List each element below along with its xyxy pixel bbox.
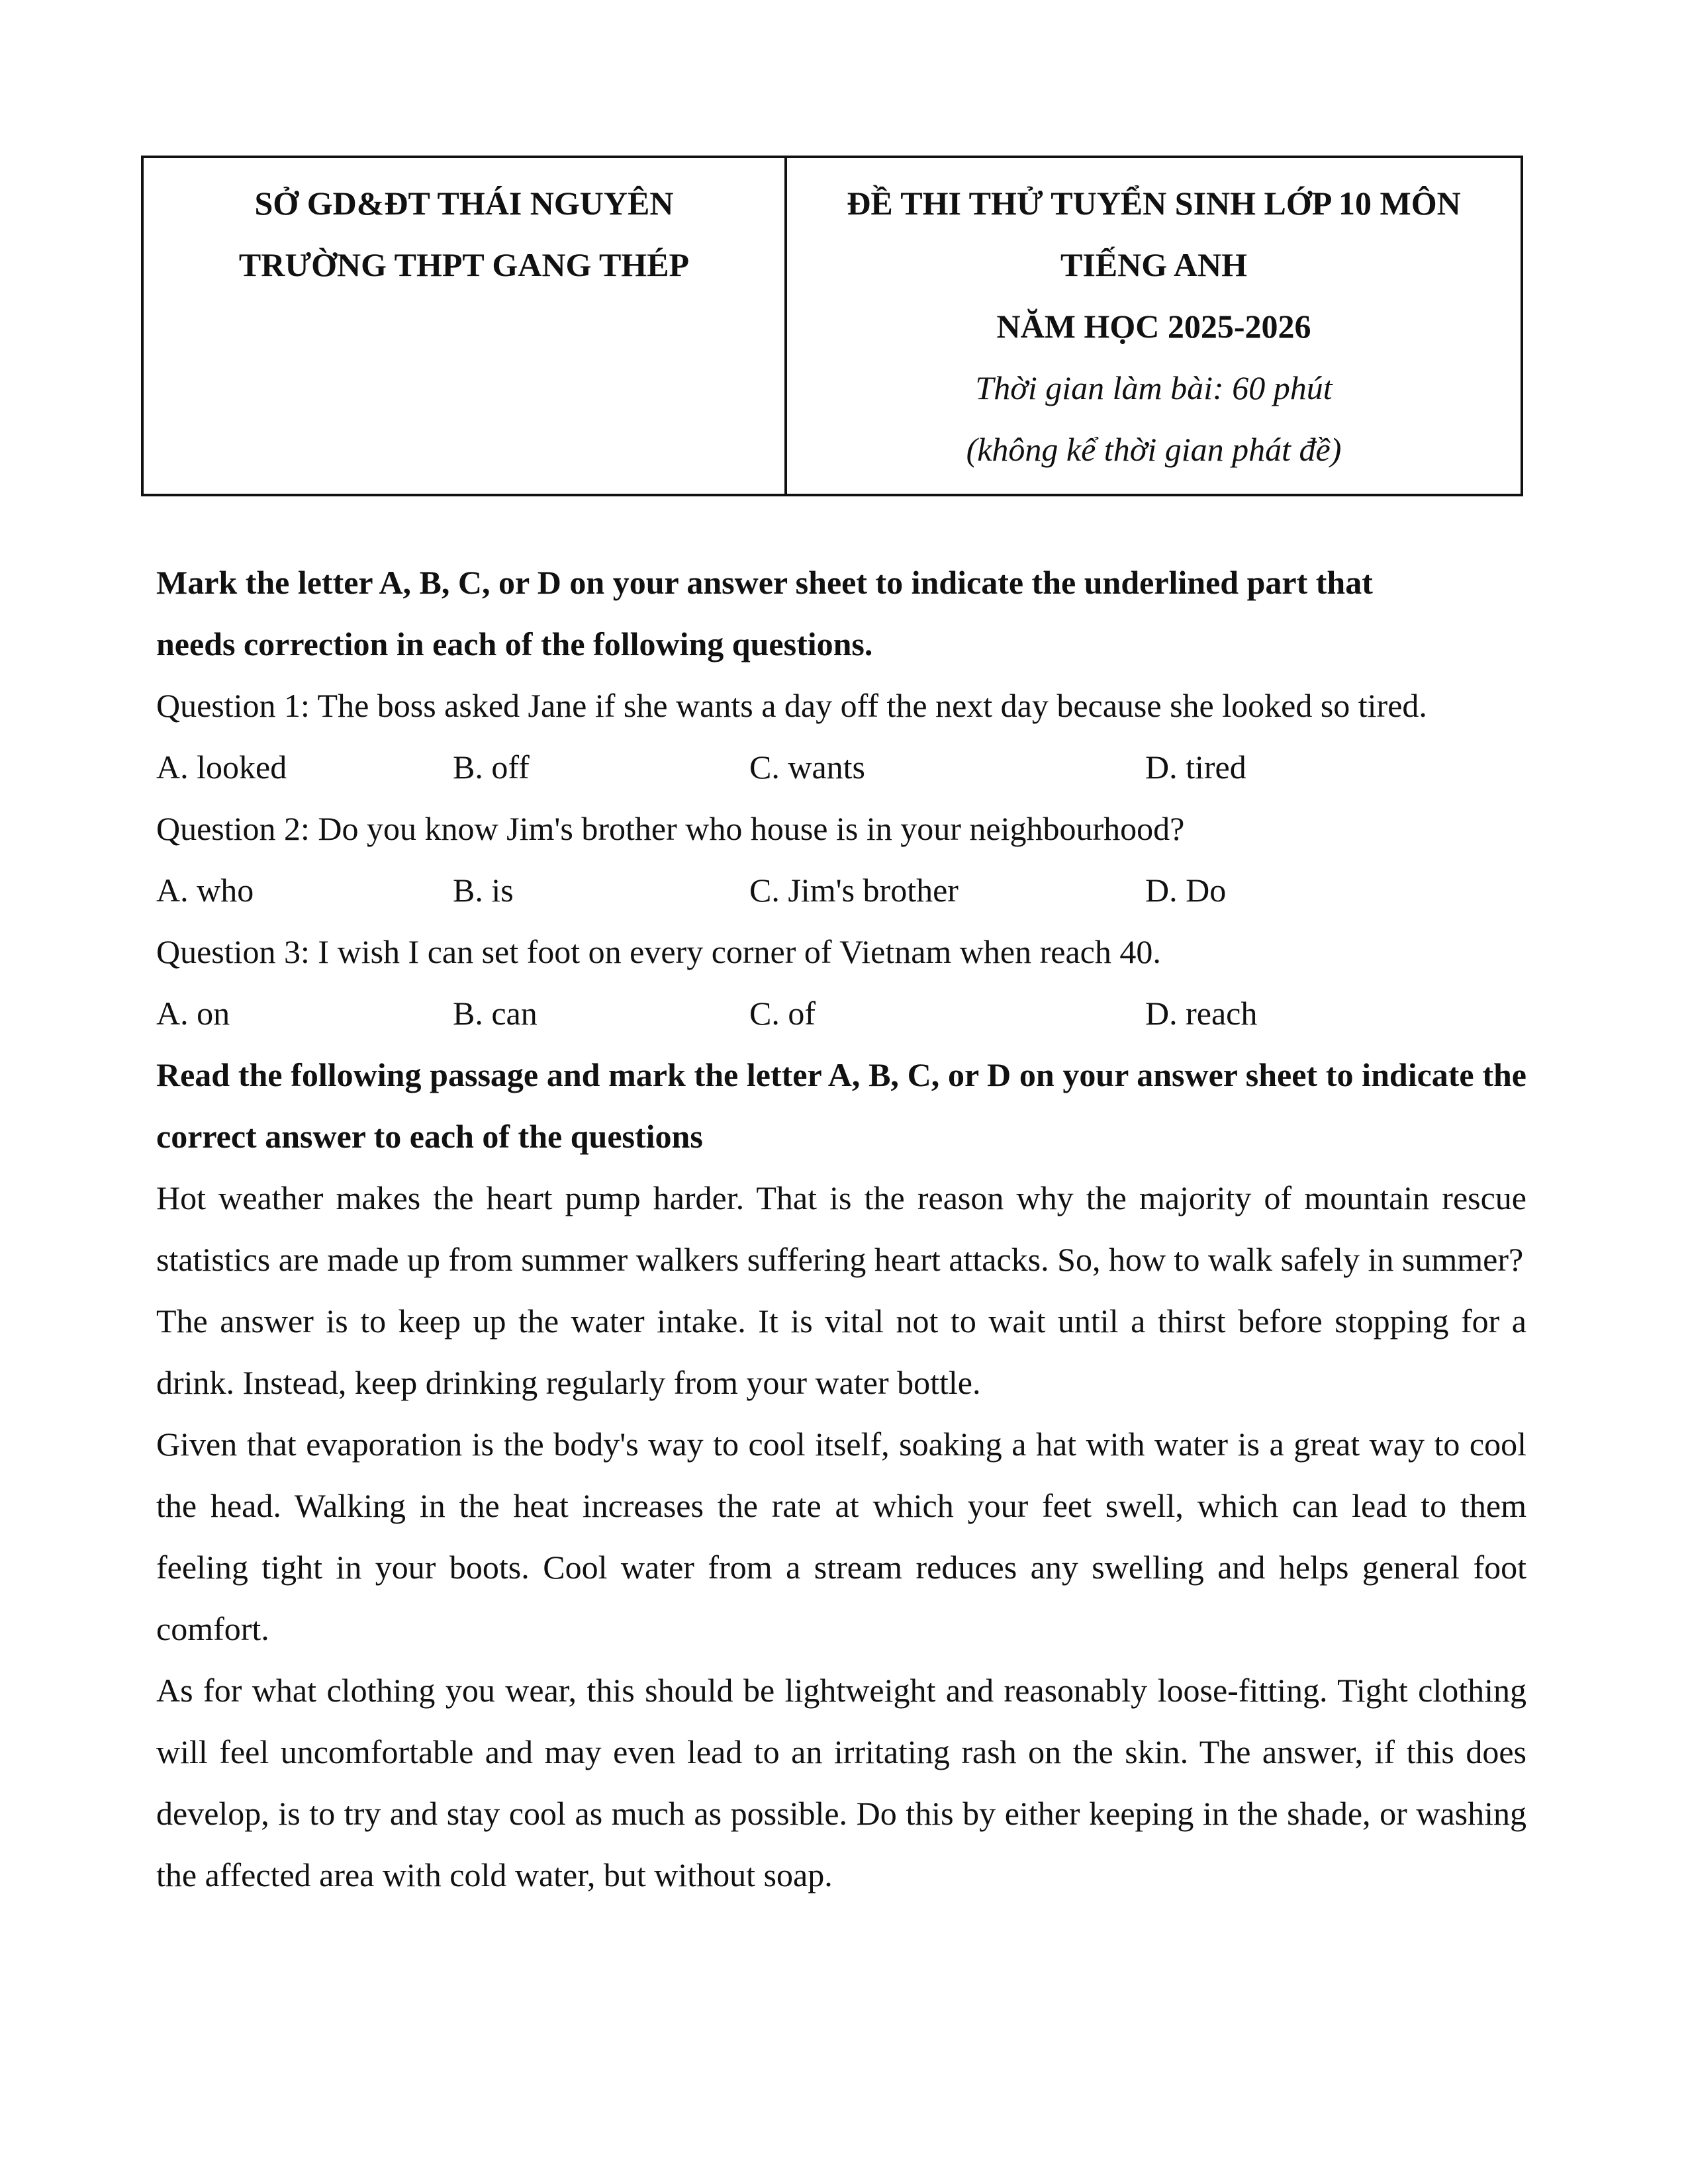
department-name: SỞ GD&ĐT THÁI NGUYÊN	[254, 185, 674, 222]
exam-title-line1: ĐỀ THI THỬ TUYỂN SINH LỚP 10 MÔN	[847, 185, 1461, 222]
section2-instruction: Read the following passage and mark the letter A, B, C, or D on your answer sheet to indicate the correct answer to each of the questions	[156, 1056, 1526, 1155]
question-2-option-a: A. who	[156, 872, 254, 909]
header-table	[141, 156, 1523, 496]
question-3-option-b: B. can	[453, 995, 538, 1032]
question-3-options	[156, 983, 1526, 1044]
question-1: Question 1: The boss asked Jane if she wants a day off the next day because she looked so tired.	[156, 687, 1427, 724]
question-2-option-d: D. Do	[1145, 872, 1227, 909]
section1-instruction-line1: Mark the letter A, B, C, or D on your answer sheet to indicate the underlined part that	[156, 564, 1373, 601]
passage-paragraph-2: The answer is to keep up the water intake. It is vital not to wait until a thirst before stopping for a drink. Instead, keep drinking regularly from your water bottle.	[156, 1302, 1526, 1401]
question-2: Question 2: Do you know Jim's brother who house is in your neighbourhood?	[156, 810, 1185, 847]
question-3: Question 3: I wish I can set foot on every corner of Vietnam when reach 40.	[156, 933, 1161, 970]
question-1-option-b: B. off	[453, 749, 530, 786]
school-year: NĂM HỌC 2025-2026	[996, 308, 1311, 345]
exam-content	[156, 552, 1526, 1906]
question-3-option-d: D. reach	[1145, 995, 1258, 1032]
exam-title-line2: TIẾNG ANH	[1060, 246, 1247, 283]
header-right-cell	[787, 158, 1521, 494]
passage-paragraph-4: As for what clothing you wear, this should be lightweight and reasonably loose-fitting. Tight clothing will feel uncomfortable and may even lead to an irritating rash on the skin. The answer, if this does develop, is to try and stay cool as much as possible. Do this by either keeping in the shade, or washing the affected area with cold water, but without soap.	[156, 1672, 1526, 1893]
exam-duration: Thời gian làm bài: 60 phút	[975, 369, 1333, 406]
question-1-options	[156, 737, 1526, 798]
passage-paragraph-1: Hot weather makes the heart pump harder. That is the reason why the majority of mountain rescue statistics are made up from summer walkers suffering heart attacks. So, how to walk safely in summer?	[156, 1179, 1526, 1278]
question-2-options	[156, 860, 1526, 921]
question-1-option-c: C. wants	[749, 749, 865, 786]
question-1-option-a: A. looked	[156, 749, 287, 786]
question-3-option-c: C. of	[749, 995, 816, 1032]
question-2-option-b: B. is	[453, 872, 514, 909]
question-3-option-a: A. on	[156, 995, 230, 1032]
question-1-option-d: D. tired	[1145, 749, 1246, 786]
header-left-cell	[144, 158, 787, 494]
passage-paragraph-3: Given that evaporation is the body's way to cool itself, soaking a hat with water is a great way to cool the head. Walking in the heat increases the rate at which your feet swell, which can lead to them feeling tight in your boots. Cool water from a stream reduces any swelling and helps general foot comfort.	[156, 1426, 1526, 1647]
exam-duration-note: (không kể thời gian phát đề)	[966, 431, 1342, 468]
question-2-option-c: C. Jim's brother	[749, 872, 959, 909]
school-name: TRƯỜNG THPT GANG THÉP	[238, 246, 690, 283]
section1-instruction-line2: needs correction in each of the following questions.	[156, 625, 873, 662]
